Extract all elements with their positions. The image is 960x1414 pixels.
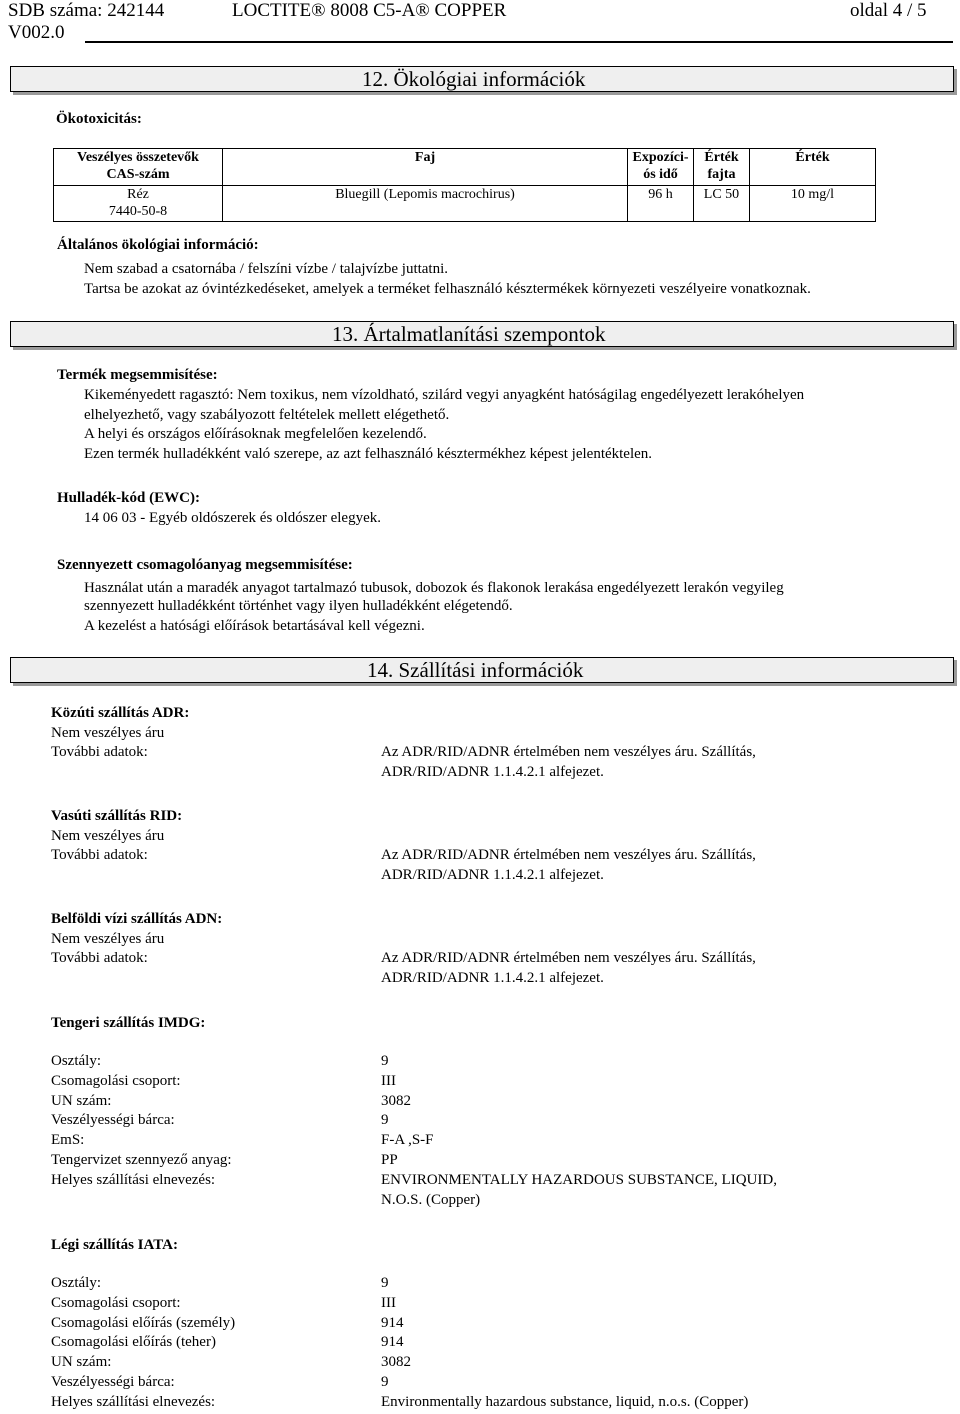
iata-row-value: III xyxy=(381,1295,396,1311)
adr-label: Közúti szállítás ADR: xyxy=(51,705,190,721)
imdg-row-label: Tengervizet szennyező anyag: xyxy=(51,1152,232,1168)
version: V002.0 xyxy=(8,22,65,43)
ewc-value: 14 06 03 - Egyéb oldószerek és oldószer elegyek. xyxy=(84,510,381,526)
rid-more-line-1: Az ADR/RID/ADNR értelmében nem veszélyes áru. Szállítás, xyxy=(381,847,756,863)
iata-row-value: 3082 xyxy=(381,1354,411,1370)
section-12-title: 12. Ökológiai információk xyxy=(362,67,586,91)
iata-row-value: Environmentally hazardous substance, liquid, n.o.s. (Copper) xyxy=(381,1394,749,1410)
iata-row-label: Csomagolási előírás (személy) xyxy=(51,1315,236,1331)
header-rule xyxy=(85,41,953,43)
rid-more-line-2: ADR/RID/ADNR 1.1.4.2.1 alfejezet. xyxy=(381,867,604,883)
col-exposure xyxy=(628,149,694,186)
ecotoxicity-table xyxy=(53,148,876,222)
iata-row-label: UN szám: xyxy=(51,1354,112,1370)
disposal-line-2: elhelyezhető, vagy szabályozott feltételek mellett elégethető. xyxy=(84,407,450,423)
iata-row-label: Osztály: xyxy=(51,1275,101,1291)
adn-label: Belföldi vízi szállítás ADN: xyxy=(51,911,223,927)
iata-row-value: 914 xyxy=(381,1334,404,1350)
adr-more-line-1: Az ADR/RID/ADNR értelmében nem veszélyes áru. Szállítás, xyxy=(381,744,756,760)
col-species xyxy=(223,149,628,186)
cell-value-type: LC 50 xyxy=(694,186,750,222)
iata-row-value: 9 xyxy=(381,1374,389,1390)
adr-more-label: További adatok: xyxy=(51,744,148,760)
section-13-title: 13. Ártalmatlanítási szempontok xyxy=(332,322,606,346)
ewc-label: Hulladék-kód (EWC): xyxy=(57,490,200,506)
cell-cas: 7440-50-8 xyxy=(108,204,168,219)
section-14-title: 14. Szállítási információk xyxy=(367,658,584,682)
sds-number: SDB száma: 242144 xyxy=(8,0,165,21)
imdg-label: Tengeri szállítás IMDG: xyxy=(51,1015,206,1031)
col-value xyxy=(750,149,876,186)
disposal-line-4: Ezen termék hulladékként való szerepe, az azt felhasználó késztermékhez képest jelentéktelen. xyxy=(84,446,653,462)
adn-status: Nem veszélyes áru xyxy=(51,931,165,947)
cell-component-name: Réz xyxy=(127,187,149,202)
product-name: LOCTITE® 8008 C5-A® COPPER xyxy=(232,0,507,21)
col-value-type xyxy=(694,149,750,186)
cell-species: Bluegill (Lepomis macrochirus) xyxy=(223,186,628,222)
col-value-type-label-1: Érték xyxy=(704,150,739,165)
adr-more-line-2: ADR/RID/ADNR 1.1.4.2.1 alfejezet. xyxy=(381,764,604,780)
iata-row-label: Veszélyességi bárca: xyxy=(51,1374,175,1390)
imdg-row-value: 3082 xyxy=(381,1093,411,1109)
adr-status: Nem veszélyes áru xyxy=(51,725,165,741)
page-number: oldal 4 / 5 xyxy=(850,0,927,21)
imdg-row-value: III xyxy=(381,1073,396,1089)
col-component xyxy=(54,149,223,186)
imdg-row-value: 9 xyxy=(381,1053,389,1069)
imdg-row-value: ENVIRONMENTALLY HAZARDOUS SUBSTANCE, LIQUID, xyxy=(381,1172,777,1188)
col-exposure-label-2: ós idő xyxy=(643,167,678,182)
iata-row-value: 914 xyxy=(381,1315,404,1331)
imdg-row-label: Helyes szállítási elnevezés: xyxy=(51,1172,216,1188)
imdg-row-label: Veszélyességi bárca: xyxy=(51,1112,175,1128)
rid-more-label: További adatok: xyxy=(51,847,148,863)
packaging-line-2: szennyezett hulladékként történhet vagy ilyen hulladékként elégetendő. xyxy=(84,598,513,614)
iata-row-label: Csomagolási csoport: xyxy=(51,1295,181,1311)
ecotoxicity-label: Ökotoxicitás: xyxy=(56,111,142,127)
imdg-row-value: F-A ,S-F xyxy=(381,1132,434,1148)
packaging-line-3: A kezelést a hatósági előírások betartásával kell végezni. xyxy=(84,618,425,634)
disposal-label: Termék megsemmisítése: xyxy=(57,367,218,383)
iata-row-label: Helyes szállítási elnevezés: xyxy=(51,1394,216,1410)
general-ecology-label: Általános ökológiai információ: xyxy=(57,237,259,253)
iata-row-label: Csomagolási előírás (teher) xyxy=(51,1334,216,1350)
col-cas-label: CAS-szám xyxy=(106,167,170,182)
adn-more-line-2: ADR/RID/ADNR 1.1.4.2.1 alfejezet. xyxy=(381,970,604,986)
col-component-label: Veszélyes összetevők xyxy=(77,150,199,165)
cell-component xyxy=(54,186,223,222)
rid-status: Nem veszélyes áru xyxy=(51,828,165,844)
general-ecology-line-2: Tartsa be azokat az óvintézkedéseket, amelyek a terméket felhasználó késztermékek környezeti veszélyeire vonatkoznak. xyxy=(84,281,811,297)
imdg-row-label: Osztály: xyxy=(51,1053,101,1069)
iata-label: Légi szállítás IATA: xyxy=(51,1237,178,1253)
imdg-name-line-2: N.O.S. (Copper) xyxy=(381,1192,481,1208)
disposal-line-1: Kikeményedett ragasztó: Nem toxikus, nem vízoldható, szilárd vegyi anyagként hatóságilag engedélyezett lerakóhelyen xyxy=(84,387,805,403)
imdg-row-label: EmS: xyxy=(51,1132,85,1148)
col-exposure-label-1: Expozíci- xyxy=(632,150,689,165)
adn-more-label: További adatok: xyxy=(51,950,148,966)
disposal-line-3: A helyi és országos előírásoknak megfelelően kezelendő. xyxy=(84,426,427,442)
table-row xyxy=(54,186,876,222)
col-value-type-label-2: fajta xyxy=(707,167,736,182)
imdg-row-value: 9 xyxy=(381,1112,389,1128)
cell-exposure: 96 h xyxy=(628,186,694,222)
col-species-label: Faj xyxy=(414,150,436,165)
cell-value: 10 mg/l xyxy=(750,186,876,222)
general-ecology-line-1: Nem szabad a csatornába / felszíni vízbe / talajvízbe juttatni. xyxy=(84,261,449,277)
iata-row-value: 9 xyxy=(381,1275,389,1291)
table-header-row xyxy=(54,149,876,186)
imdg-row-label: UN szám: xyxy=(51,1093,112,1109)
col-value-label: Érték xyxy=(795,150,830,165)
packaging-label: Szennyezett csomagolóanyag megsemmisítése: xyxy=(57,557,353,573)
rid-label: Vasúti szállítás RID: xyxy=(51,808,183,824)
imdg-row-value: PP xyxy=(381,1152,398,1168)
packaging-line-1: Használat után a maradék anyagot tartalmazó tubusok, dobozok és flakonok lerakása engedélyezett lerakón vegyileg xyxy=(84,580,784,596)
imdg-row-label: Csomagolási csoport: xyxy=(51,1073,181,1089)
adn-more-line-1: Az ADR/RID/ADNR értelmében nem veszélyes áru. Szállítás, xyxy=(381,950,756,966)
